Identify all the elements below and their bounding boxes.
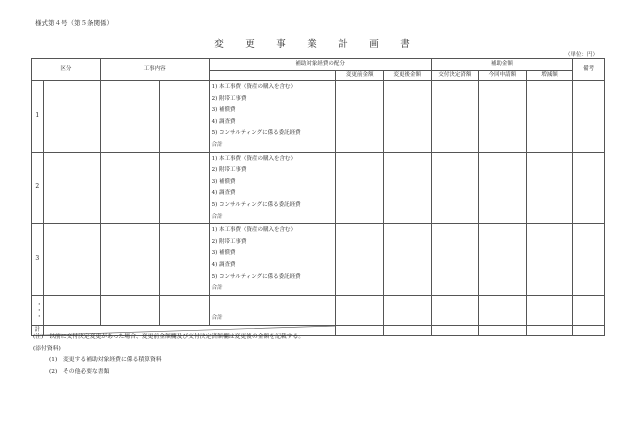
expense-item: 2) 附帯工事費 (211, 167, 247, 174)
work-content-cell[interactable] (100, 81, 159, 153)
increase-decrease-cell[interactable] (526, 152, 573, 224)
remarks-cell[interactable] (573, 295, 605, 325)
notes-section (33, 332, 304, 378)
document-title: 変 更 事 業 計 画 書 (214, 39, 416, 50)
before-change-cell[interactable] (336, 81, 384, 153)
header-subsidy-target-allocation: 補助対象経費の配分 (209, 59, 431, 71)
total-increase-decrease[interactable] (526, 325, 573, 335)
remarks-cell[interactable] (573, 152, 605, 224)
grant-decided-cell[interactable] (431, 224, 479, 296)
total-this-application[interactable] (479, 325, 527, 335)
total-after-change[interactable] (384, 325, 432, 335)
expense-item: 合計 (211, 213, 223, 220)
header-grant-decided: 交付決定済額 (431, 71, 479, 81)
after-change-cell[interactable] (384, 295, 432, 325)
expense-item: 4) 調査費 (211, 118, 236, 125)
increase-decrease-cell[interactable] (526, 224, 573, 296)
expense-item: 5) コンサルティングに係る委託経費 (211, 130, 301, 137)
header-remarks: 備考 (573, 59, 605, 81)
work-content-cell[interactable] (159, 295, 209, 325)
after-change-cell[interactable] (384, 81, 432, 153)
before-change-cell[interactable] (336, 295, 384, 325)
expense-item: 3) 補償費 (211, 107, 236, 114)
total-grant-decided[interactable] (431, 325, 479, 335)
table-row (32, 152, 605, 224)
expense-items (209, 295, 336, 325)
work-content-cell[interactable] (100, 295, 159, 325)
after-change-cell[interactable] (384, 152, 432, 224)
header-this-application: 今回申請額 (479, 71, 527, 81)
category-cell[interactable] (43, 295, 100, 325)
expense-item: 合計 (211, 141, 223, 148)
unit-note: （単位：円） (564, 52, 598, 58)
header-work-content: 工事内容 (100, 59, 209, 81)
expense-item: 5) コンサルティングに係る委託経費 (211, 201, 301, 208)
before-change-cell[interactable] (336, 152, 384, 224)
category-cell[interactable] (43, 81, 100, 153)
row-number: 1 (32, 81, 44, 153)
remarks-cell[interactable] (573, 81, 605, 153)
grant-decided-cell[interactable] (431, 295, 479, 325)
header-blank (209, 71, 336, 81)
table-row (32, 81, 605, 153)
expense-item: 4) 調査費 (211, 190, 236, 197)
attachment-2: (2) その他必要な書類 (49, 368, 110, 375)
expense-item: 1) 本工事費（資産の購入を含む） (211, 84, 296, 90)
expense-item: 5) コンサルティングに係る委託経費 (211, 273, 301, 280)
expense-item: 3) 補償費 (211, 178, 236, 185)
before-change-cell[interactable] (336, 224, 384, 296)
after-change-cell[interactable] (384, 224, 432, 296)
expense-item: 合計 (211, 285, 223, 292)
ellipsis-row (32, 295, 605, 325)
plan-table (31, 58, 605, 336)
work-content-cell[interactable] (159, 224, 209, 296)
work-content-cell[interactable] (100, 152, 159, 224)
expense-item: 1) 本工事費（資産の購入を含む） (211, 155, 296, 162)
header-subsidy-amount: 補助金額 (431, 59, 573, 71)
this-application-cell[interactable] (479, 224, 527, 296)
header-increase-decrease: 増減額 (526, 71, 573, 81)
grant-decided-cell[interactable] (431, 81, 479, 153)
header-after-change: 変更後金額 (384, 71, 432, 81)
header-before-change: 変更前金額 (336, 71, 384, 81)
expense-item: 合計 (211, 315, 223, 322)
work-content-cell[interactable] (159, 152, 209, 224)
total-remarks[interactable] (573, 325, 605, 335)
this-application-cell[interactable] (479, 295, 527, 325)
total-label: 計 (32, 325, 44, 335)
table-row (32, 224, 605, 296)
expense-item: 1) 本工事費（資産の購入を含む） (211, 227, 296, 234)
expense-items (209, 224, 336, 296)
total-before-change[interactable] (336, 325, 384, 335)
header-category: 区分 (32, 59, 101, 81)
expense-items (209, 152, 336, 224)
work-content-cell[interactable] (100, 224, 159, 296)
attachment-1: (1) 変更する補助対象経費に係る積算資料 (49, 357, 162, 363)
form-id: 様式第４号（第５条関係） (35, 19, 113, 27)
attachments-label: (添付資料) (33, 345, 61, 352)
ellipsis-dots: ・・・ (32, 295, 44, 325)
row-number: 3 (32, 224, 44, 296)
increase-decrease-cell[interactable] (526, 295, 573, 325)
note-1: (注) 以前に交付決定変更があった場合、変更前金額欄及び交付決定済額欄は変更後の金額を記載する。 (33, 334, 305, 340)
expense-item: 2) 附帯工事費 (211, 238, 247, 245)
this-application-cell[interactable] (479, 152, 527, 224)
this-application-cell[interactable] (479, 81, 527, 153)
category-cell[interactable] (43, 152, 100, 224)
header-row-1 (32, 59, 605, 71)
remarks-cell[interactable] (573, 224, 605, 296)
expense-item: 2) 附帯工事費 (211, 95, 247, 102)
grant-decided-cell[interactable] (431, 152, 479, 224)
category-cell[interactable] (43, 224, 100, 296)
expense-item: 4) 調査費 (211, 261, 236, 268)
work-content-cell[interactable] (159, 81, 209, 153)
expense-item: 3) 補償費 (211, 250, 236, 257)
increase-decrease-cell[interactable] (526, 81, 573, 153)
expense-items (209, 81, 336, 153)
row-number: 2 (32, 152, 44, 224)
